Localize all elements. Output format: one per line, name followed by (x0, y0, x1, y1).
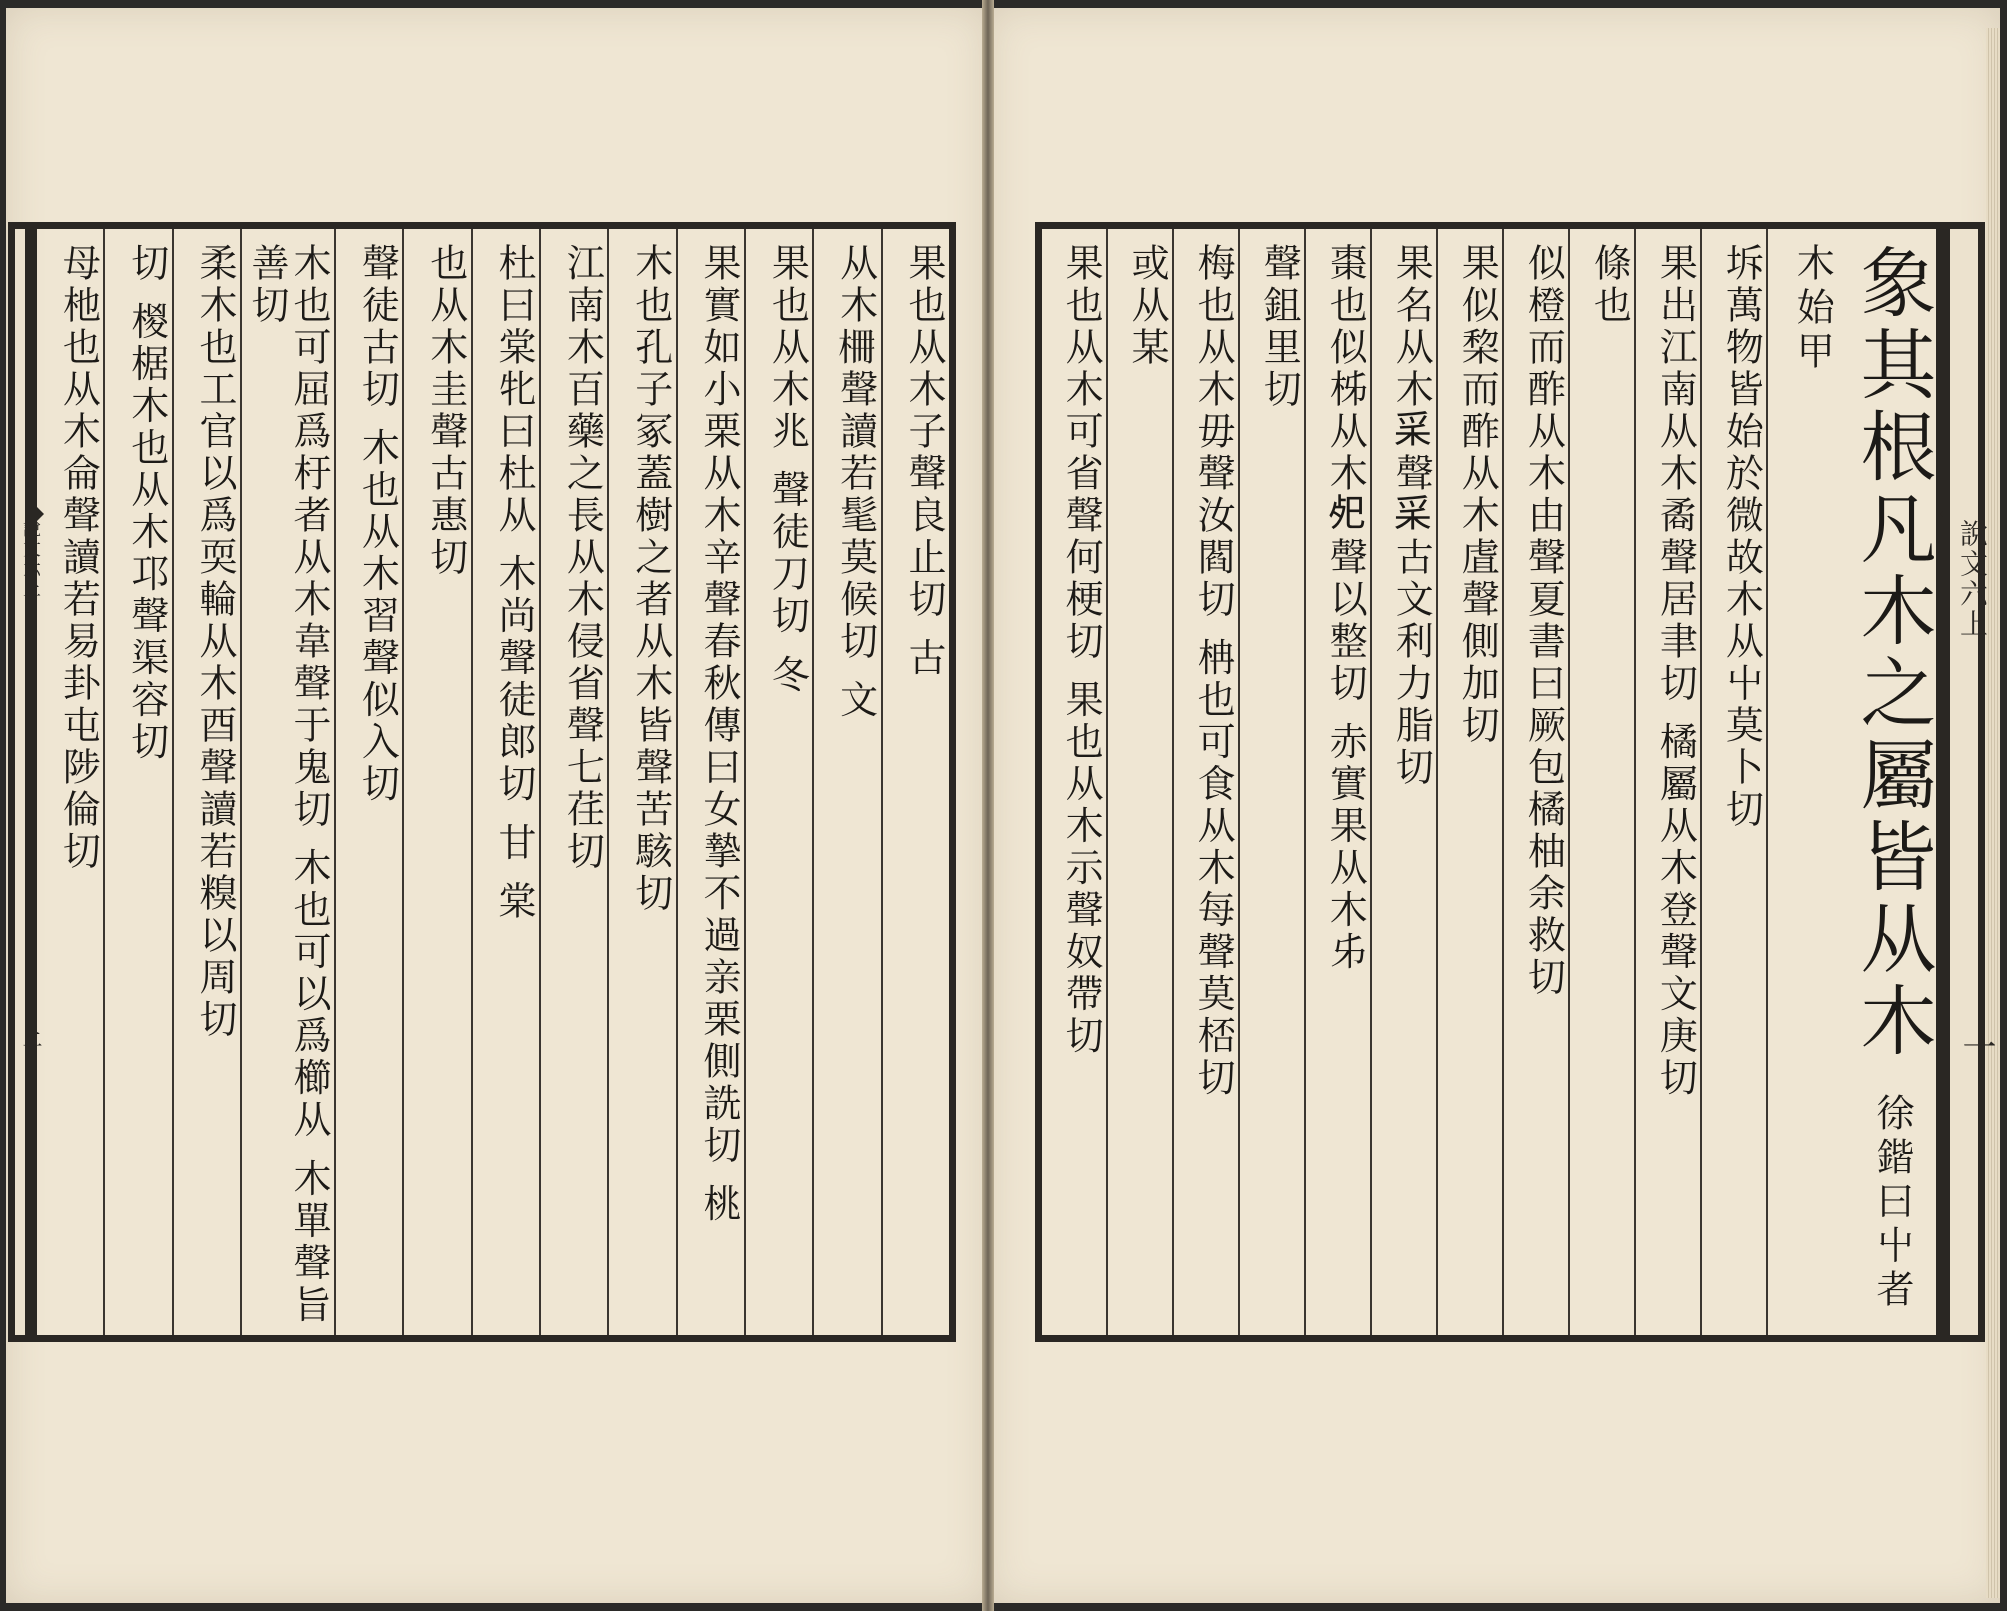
gloss: 木也孔子冢蓋樹之者从木皆聲苦駭切 (628, 243, 673, 915)
gloss: 椶椐木也从木邛聲渠容切 (124, 301, 169, 764)
right-col-3 (1568, 229, 1634, 1335)
right-folio: 一 (1956, 1029, 1996, 1063)
left-col-10 (240, 229, 334, 1335)
left-text-frame (30, 222, 956, 1342)
right-col-5 (1436, 229, 1502, 1335)
left-col-9 (334, 229, 402, 1335)
right-columns (1042, 229, 1936, 1335)
gloss: 聲鉏里切 (1257, 243, 1302, 411)
left-col-8 (402, 229, 470, 1335)
left-folio: 二 (19, 1029, 43, 1049)
right-heading-col (1766, 229, 1936, 1335)
left-col-2 (812, 229, 880, 1335)
right-col-9 (1172, 229, 1238, 1335)
gloss: 柟也可食从木每聲莫桮切 (1191, 637, 1236, 1100)
gloss: 或从某 (1125, 243, 1170, 369)
gloss: 條也 (1587, 243, 1632, 327)
gloss: 果也从木子聲良止切 (902, 243, 946, 621)
gloss: 柔木也工官以爲耎輪从木酉聲讀若糗以周切 (193, 243, 238, 1041)
right-col-4 (1502, 229, 1568, 1335)
gloss: 似橙而酢从木由聲夏書曰厥包橘柚余救切 (1521, 243, 1566, 999)
gloss-extra: 文 (833, 679, 878, 722)
gloss: 果出江南从木矞聲居聿切 (1653, 243, 1698, 705)
gloss: 果似棃而酢从木虘聲側加切 (1455, 243, 1500, 747)
right-col-7 (1304, 229, 1370, 1335)
gloss: 聲徒古切 (355, 243, 400, 411)
gloss: 从木𣑭聲讀若髦莫候切 (833, 243, 878, 663)
left-col-4 (676, 229, 744, 1335)
gloss: 切 (124, 243, 169, 285)
gloss: 木也从木習聲似入切 (355, 427, 400, 806)
gloss: 杜曰棠牝曰杜从 (492, 243, 537, 537)
gloss: 木單聲旨善切 (245, 243, 332, 1327)
right-text-frame (1035, 222, 1943, 1342)
left-col-13 (37, 229, 103, 1335)
gloss: 也从木圭聲古惠切 (423, 243, 468, 579)
gloss: 坼萬物皆始於微故木从屮莫卜切 (1719, 243, 1764, 831)
left-margin-label: 說文六上 (20, 519, 41, 599)
gloss: 梅也从木毋聲汝閻切 (1191, 243, 1236, 621)
gloss: 江南木百藥之長从木侵省聲七荏切 (560, 243, 605, 873)
gloss: 果名从木𥝩聲𥝩古文利力脂切 (1389, 243, 1434, 789)
left-col-5 (607, 229, 675, 1335)
left-margin-band (8, 222, 43, 1342)
left-col-1 (881, 229, 949, 1335)
right-col-1 (1700, 229, 1766, 1335)
right-margin-label: 說文六上 (1956, 519, 1989, 639)
right-col-6 (1370, 229, 1436, 1335)
page-heading: 象其根凡木之屬皆从木 (1848, 243, 1937, 1063)
left-col-7 (471, 229, 539, 1335)
gloss: 橘屬从木登聲文庚切 (1653, 721, 1698, 1100)
book-gutter (982, 0, 994, 1611)
left-col-3 (744, 229, 812, 1335)
gloss-extra: 古 (902, 637, 946, 680)
gloss: 木尚聲徒郎切 (492, 553, 537, 806)
right-col-10 (1106, 229, 1172, 1335)
right-margin-band (1943, 222, 1996, 1342)
left-col-11 (172, 229, 240, 1335)
gloss: 果也从木可省聲何梗切 (1059, 243, 1104, 663)
gloss: 母杝也从木侖聲讀若易卦屯陟倫切 (56, 243, 101, 873)
gloss: 棗也似柹从木𢀸聲以整切 (1323, 243, 1368, 705)
heading-note: 徐鍇曰屮者木始甲 (1790, 243, 1914, 1314)
gloss: 木也可屈爲杅者从木韋聲于鬼切 (287, 243, 332, 831)
gloss-extra: 冬 (765, 654, 810, 697)
gloss-extra: 桃 (697, 1183, 742, 1226)
gloss: 果實如小栗从木辛聲春秋傳曰女摯不過亲栗側詵切 (697, 243, 742, 1167)
page-edges (1986, 28, 2000, 1598)
right-col-11 (1042, 229, 1106, 1335)
right-col-8 (1238, 229, 1304, 1335)
left-col-12 (103, 229, 171, 1335)
left-col-6 (539, 229, 607, 1335)
right-col-2 (1634, 229, 1700, 1335)
gloss-extra: 棠 (492, 881, 537, 924)
gloss: 赤實果从木𠂔 (1323, 721, 1368, 974)
gloss: 木也可以爲櫛从 (287, 847, 332, 1142)
gloss: 果也从木兆 (765, 243, 810, 453)
gloss-extra: 甘 (492, 822, 537, 865)
gloss: 果也从木示聲奴帶切 (1059, 679, 1104, 1058)
gloss: 聲徒刀切 (765, 469, 810, 638)
left-columns (37, 229, 949, 1335)
